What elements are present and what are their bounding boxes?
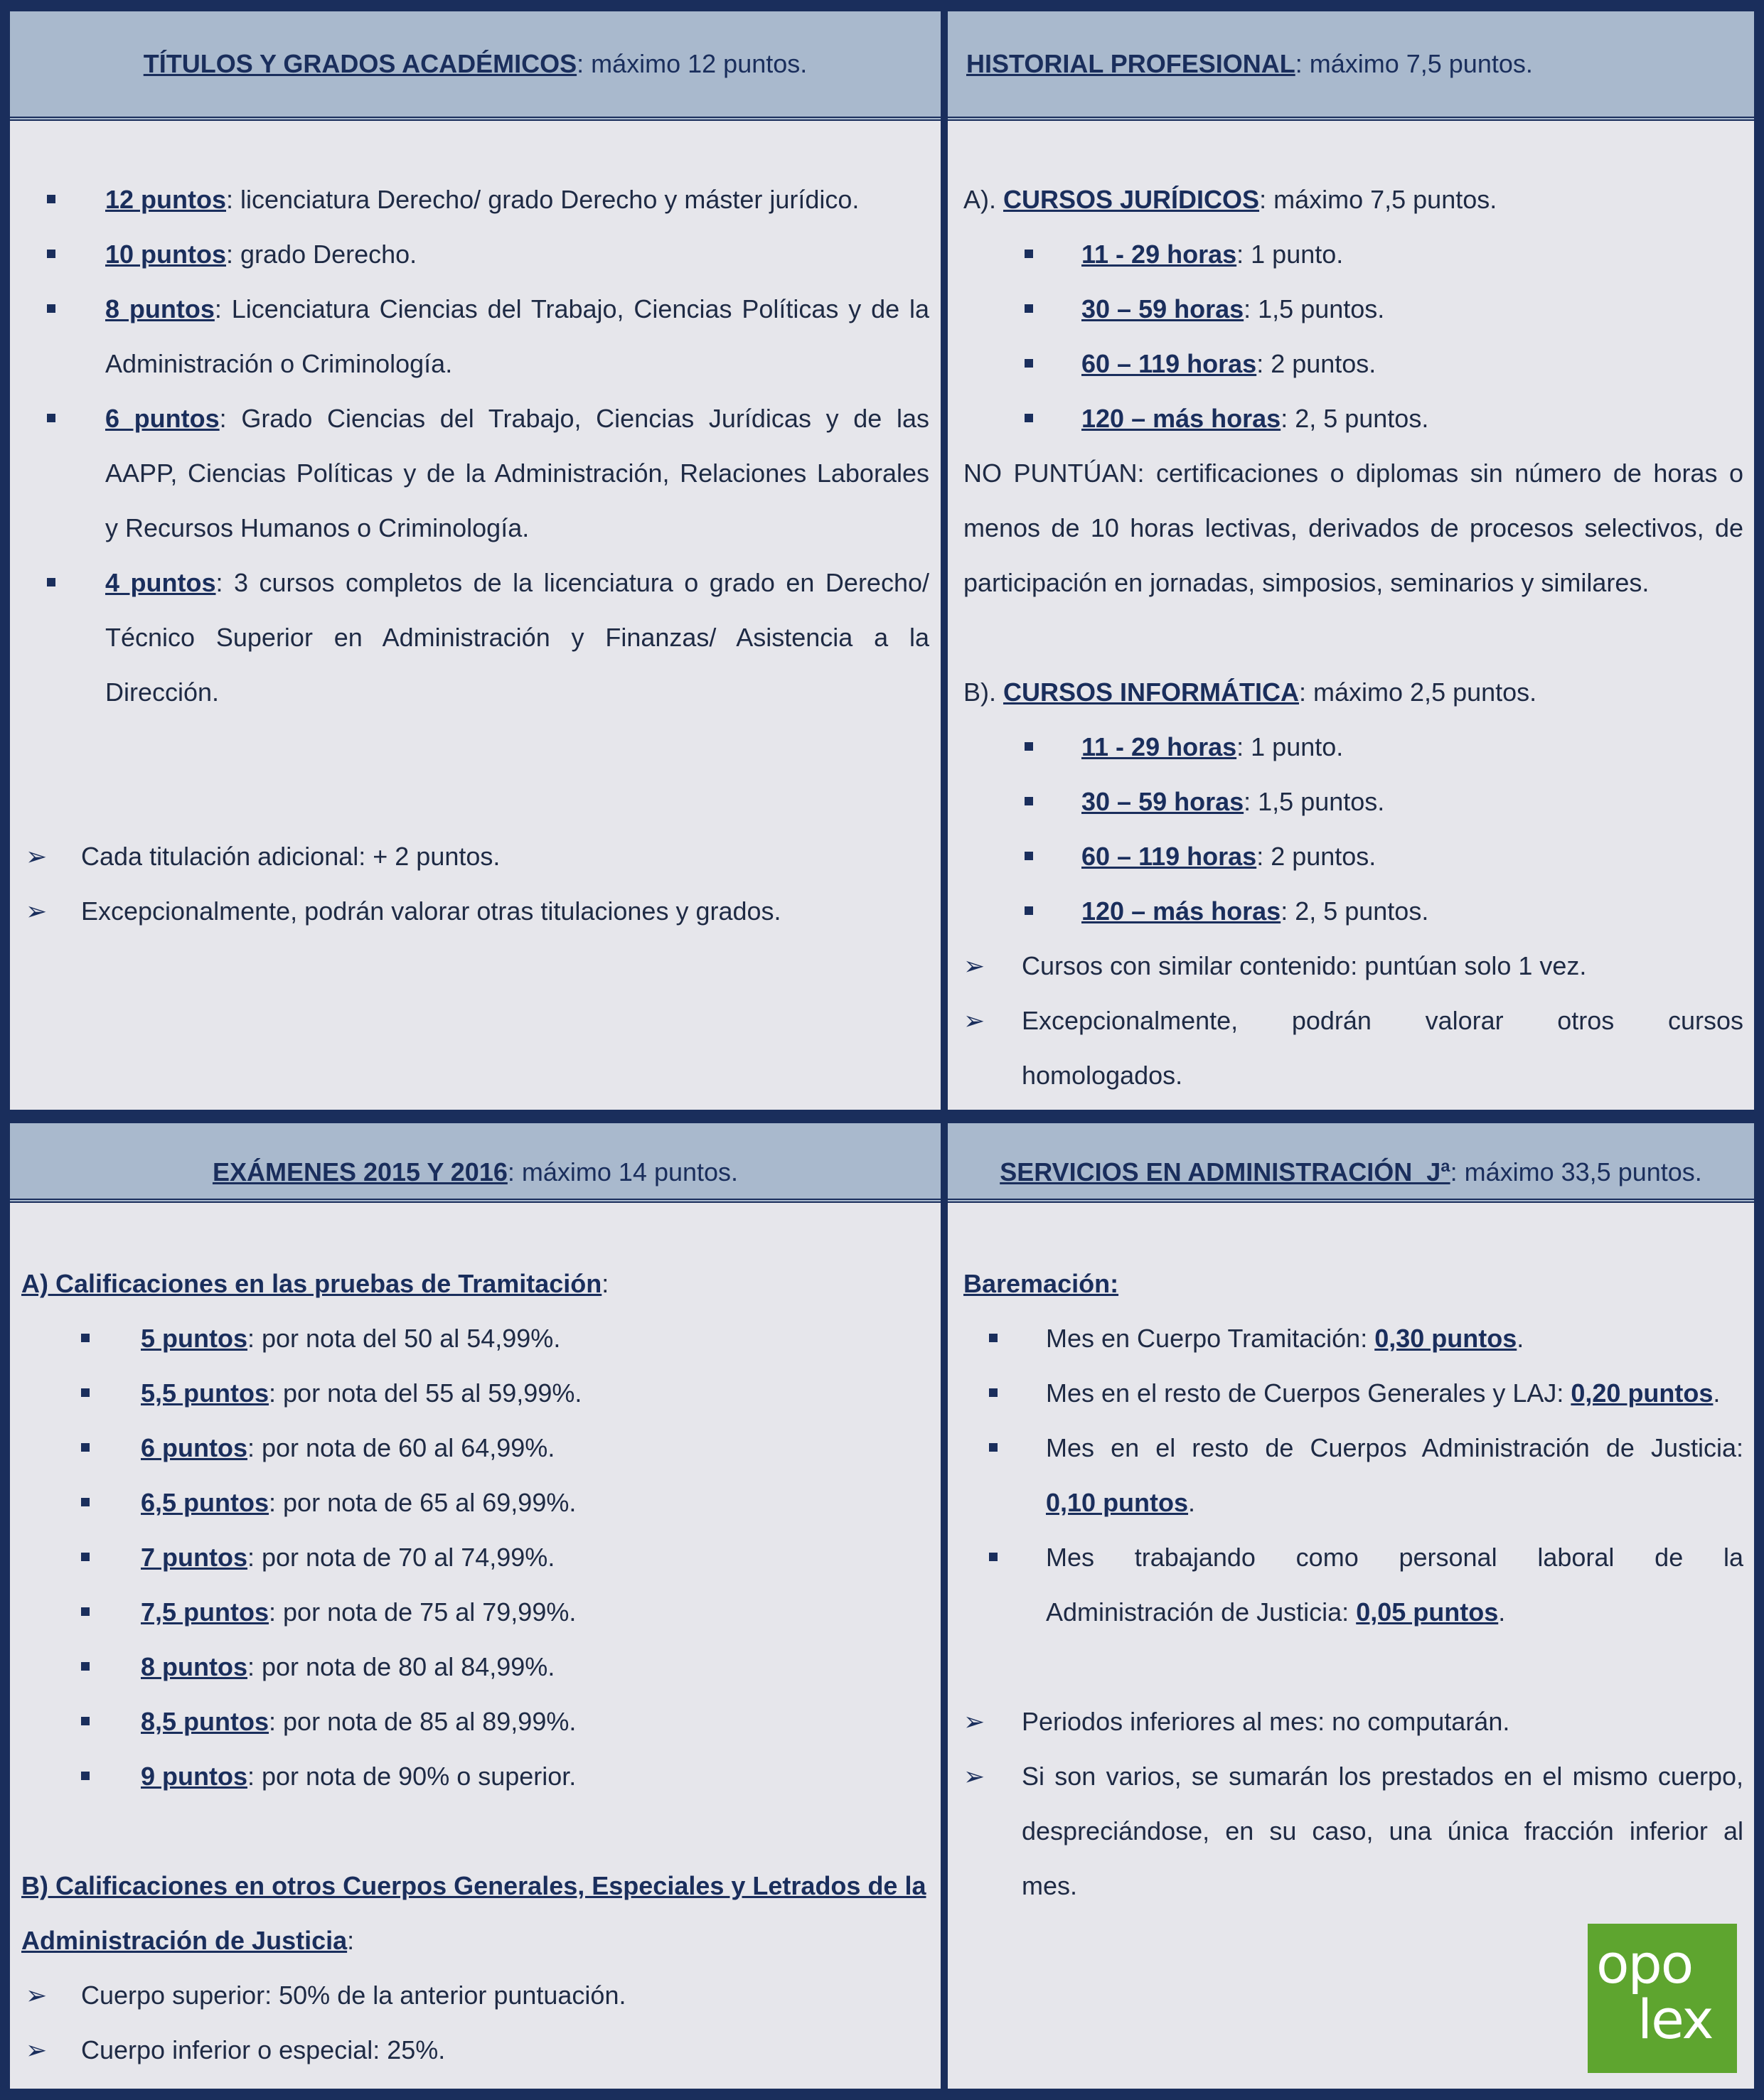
note-item-cont: despreciándose, en su caso, una única fracción inferior al	[1022, 1816, 1743, 1845]
note-item: ➢ Cursos con similar contenido: puntúan solo 1 vez.	[963, 938, 1743, 993]
list-item: 7,5 puntos: por nota de 75 al 79,99%.	[21, 1585, 929, 1639]
list-item: 12 puntos: licenciatura Derecho/ grado Derecho y máster jurídico.	[21, 172, 929, 227]
list-item-cont: AAPP, Ciencias Políticas y de la Administración, Relaciones Laborales	[105, 459, 929, 488]
section-a-title: A) Calificaciones en las pruebas de Tramitación:	[21, 1269, 609, 1298]
arrow-icon: ➢	[963, 1006, 985, 1035]
arrow-icon: ➢	[26, 842, 48, 871]
list-item: Mes en el resto de Cuerpos Administración de Justicia:	[1046, 1420, 1743, 1475]
body-servicios	[963, 1256, 1743, 1913]
arrow-icon: ➢	[26, 2035, 48, 2064]
list-item: 30 – 59 horas: 1,5 puntos.	[963, 282, 1743, 336]
note-item-cont: mes.	[1022, 1871, 1078, 1900]
arrow-icon: ➢	[963, 951, 985, 980]
list-item: 8 puntos: Licenciatura Ciencias del Trabajo, Ciencias Políticas y de la	[105, 282, 929, 336]
list-item: 10 puntos: grado Derecho.	[21, 227, 929, 282]
list-item: 30 – 59 horas: 1,5 puntos.	[963, 774, 1743, 829]
no-puntuan-line: participación en jornadas, simposios, seminarios y similares.	[963, 568, 1650, 597]
list-item: 8 puntos: por nota de 80 al 84,99%.	[21, 1639, 929, 1694]
list-item: Mes en el resto de Cuerpos Generales y LAJ: 0,20 puntos.	[963, 1366, 1743, 1420]
list-item: 11 - 29 horas: 1 punto.	[963, 719, 1743, 774]
list-item: 60 – 119 horas: 2 puntos.	[963, 829, 1743, 884]
header-servicios-title: SERVICIOS EN ADMINISTRACIÓN Jª	[1000, 1157, 1450, 1186]
note-item: ➢ Excepcionalmente, podrán valorar otras titulaciones y grados.	[21, 884, 929, 938]
list-item-cont: Técnico Superior en Administración y Finanzas/ Asistencia a la	[105, 623, 929, 652]
no-puntuan-line: NO PUNTÚAN: certificaciones o diplomas sin número de horas o	[963, 459, 1743, 488]
header-examenes-title: EXÁMENES 2015 Y 2016	[212, 1157, 508, 1186]
header-servicios-rest: : máximo 33,5 puntos.	[1450, 1157, 1702, 1186]
note-item: ➢ Cuerpo superior: 50% de la anterior puntuación.	[21, 1968, 929, 2023]
section-b-title: B). CURSOS INFORMÁTICA: máximo 2,5 puntos.	[963, 677, 1537, 707]
list-item-cont: y Recursos Humanos o Criminología.	[105, 513, 530, 542]
list-item: 6 puntos: por nota de 60 al 64,99%.	[21, 1420, 929, 1475]
section-a-title: A). CURSOS JURÍDICOS: máximo 7,5 puntos.	[963, 185, 1497, 214]
note-item: ➢ Periodos inferiores al mes: no computarán.	[963, 1694, 1743, 1749]
header-examenes-rest: : máximo 14 puntos.	[507, 1157, 739, 1186]
list-item: 8,5 puntos: por nota de 85 al 89,99%.	[21, 1694, 929, 1749]
note-item: ➢ Excepcionalmente, podrán valorar otros cursos	[1022, 993, 1743, 1048]
header-titulos	[10, 11, 941, 121]
list-item: 6,5 puntos: por nota de 65 al 69,99%.	[21, 1475, 929, 1530]
arrow-icon: ➢	[26, 896, 48, 926]
header-historial-rest: : máximo 7,5 puntos.	[1295, 49, 1533, 78]
no-puntuan-line: menos de 10 horas lectivas, derivados de procesos selectivos, de	[963, 513, 1743, 542]
header-titulos-rest: : máximo 12 puntos.	[577, 49, 808, 78]
opolex-logo: opo lex	[1588, 1924, 1737, 2073]
arrow-icon: ➢	[963, 1707, 985, 1736]
list-item: 7 puntos: por nota de 70 al 74,99%.	[21, 1530, 929, 1585]
list-item: 4 puntos: 3 cursos completos de la licenciatura o grado en Derecho/	[105, 555, 929, 610]
section-b-title: B) Calificaciones en otros Cuerpos Generales, Especiales y Letrados de la	[21, 1871, 926, 1900]
list-item-cont: Dirección.	[105, 677, 220, 707]
list-item: 5,5 puntos: por nota del 55 al 59,99%.	[21, 1366, 929, 1420]
baremacion-title: Baremación:	[963, 1269, 1119, 1298]
body-examenes	[21, 1256, 929, 2077]
header-historial-title: HISTORIAL PROFESIONAL	[966, 49, 1295, 78]
list-item: 60 – 119 horas: 2 puntos.	[963, 336, 1743, 391]
list-item: 9 puntos: por nota de 90% o superior.	[21, 1749, 929, 1804]
list-item: 120 – más horas: 2, 5 puntos.	[963, 884, 1743, 938]
list-item-cont: Administración o Criminología.	[105, 349, 453, 378]
header-servicios	[948, 1123, 1754, 1203]
note-item: ➢ Si son varios, se sumarán los prestados en el mismo cuerpo,	[1022, 1749, 1743, 1804]
list-item-cont: 0,10 puntos.	[1046, 1488, 1196, 1517]
note-item: ➢ Cada titulación adicional: + 2 puntos.	[21, 829, 929, 884]
list-item: 11 - 29 horas: 1 punto.	[963, 227, 1743, 282]
arrow-icon: ➢	[963, 1762, 985, 1791]
body-historial	[963, 172, 1743, 1103]
arrow-icon: ➢	[26, 1981, 48, 2010]
list-item: 6 puntos: Grado Ciencias del Trabajo, Ciencias Jurídicas y de las	[105, 391, 929, 446]
section-b-title-cont: Administración de Justicia:	[21, 1926, 355, 1955]
list-item: Mes en Cuerpo Tramitación: 0,30 puntos.	[963, 1311, 1743, 1366]
body-titulos	[21, 172, 929, 938]
header-examenes	[10, 1123, 941, 1203]
note-item: ➢ Cuerpo inferior o especial: 25%.	[21, 2023, 929, 2077]
list-item-cont: Administración de Justicia: 0,05 puntos.	[1046, 1597, 1506, 1627]
note-item-cont: homologados.	[1022, 1061, 1183, 1090]
list-item: Mes trabajando como personal laboral de la	[1046, 1530, 1743, 1585]
header-historial	[948, 11, 1754, 121]
list-item: 5 puntos: por nota del 50 al 54,99%.	[21, 1311, 929, 1366]
list-item: 120 – más horas: 2, 5 puntos.	[963, 391, 1743, 446]
header-titulos-title: TÍTULOS Y GRADOS ACADÉMICOS	[143, 49, 577, 78]
